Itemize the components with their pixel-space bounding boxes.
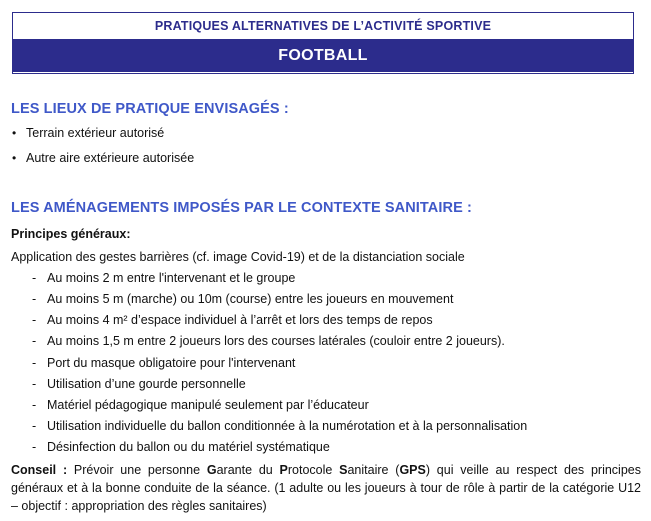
conseil-acronym-gps: GPS [399, 463, 426, 477]
header-box [12, 12, 634, 74]
list-item-label: Autre aire extérieure autorisée [26, 151, 195, 165]
list-item [32, 313, 433, 327]
list-item [32, 356, 295, 370]
principes-label: Principes généraux: [11, 227, 131, 241]
conseil-text: ) qui veille au respect des principes généraux et à la bonne conduite de la séance. (1 adulte ou les joueurs à tour de rôle à partir de la catégorie U12 – objectif : appropriation des règles sanitaires) [11, 463, 641, 513]
list-item-label: Au moins 5 m (marche) ou 10m (course) entre les joueurs en mouvement [47, 292, 454, 306]
dash-icon: - [32, 292, 37, 306]
conseil-initial-g: G [206, 463, 217, 477]
conseil-text: arante du [216, 463, 280, 477]
dash-icon: - [32, 377, 37, 391]
list-item [32, 440, 330, 454]
section-heading-amenagements: LES AMÉNAGEMENTS IMPOSÉS PAR LE CONTEXTE SANITAIRE : [11, 200, 472, 216]
header-title: FOOTBALL [13, 39, 633, 72]
conseil-paragraph [11, 461, 641, 515]
list-item [32, 271, 295, 285]
bullet-icon: • [12, 126, 17, 140]
list-item-label: Utilisation d’une gourde personnelle [47, 377, 246, 391]
list-item [32, 334, 505, 348]
dash-icon: - [32, 271, 37, 285]
conseil-label: Conseil : [11, 463, 68, 477]
dash-icon: - [32, 356, 37, 370]
conseil-text: rotocole [287, 463, 340, 477]
list-item [12, 151, 194, 165]
conseil-text: anitaire ( [347, 463, 400, 477]
list-item [32, 419, 527, 433]
list-item-label: Désinfection du ballon ou du matériel systématique [47, 440, 330, 454]
list-item-label: Au moins 2 m entre l'intervenant et le groupe [47, 271, 296, 285]
dash-icon: - [32, 440, 37, 454]
conseil-initial-s: S [339, 463, 348, 477]
list-item-label: Port du masque obligatoire pour l'intervenant [47, 356, 296, 370]
list-item-label: Au moins 4 m² d’espace individuel à l’arrêt et lors des temps de repos [47, 313, 433, 327]
bullet-icon: • [12, 151, 17, 165]
conseil-initial-p: P [279, 463, 288, 477]
list-item-label: Au moins 1,5 m entre 2 joueurs lors des courses latérales (couloir entre 2 joueurs). [47, 334, 505, 348]
list-item-label: Matériel pédagogique manipulé seulement par l’éducateur [47, 398, 369, 412]
dash-icon: - [32, 313, 37, 327]
list-item [12, 126, 164, 140]
principes-intro: Application des gestes barrières (cf. image Covid-19) et de la distanciation sociale [11, 250, 465, 264]
section-heading-lieux: LES LIEUX DE PRATIQUE ENVISAGÉS : [11, 101, 289, 117]
dash-icon: - [32, 334, 37, 348]
dash-icon: - [32, 419, 37, 433]
list-item-label: Utilisation individuelle du ballon conditionnée à la numérotation et à la personnalisation [47, 419, 528, 433]
list-item [32, 377, 246, 391]
conseil-text: Prévoir une personne [67, 463, 207, 477]
header-subtitle: PRATIQUES ALTERNATIVES DE L’ACTIVITÉ SPORTIVE [154, 19, 492, 33]
dash-icon: - [32, 398, 37, 412]
list-item [32, 398, 369, 412]
list-item [32, 292, 453, 306]
list-item-label: Terrain extérieur autorisé [26, 126, 165, 140]
